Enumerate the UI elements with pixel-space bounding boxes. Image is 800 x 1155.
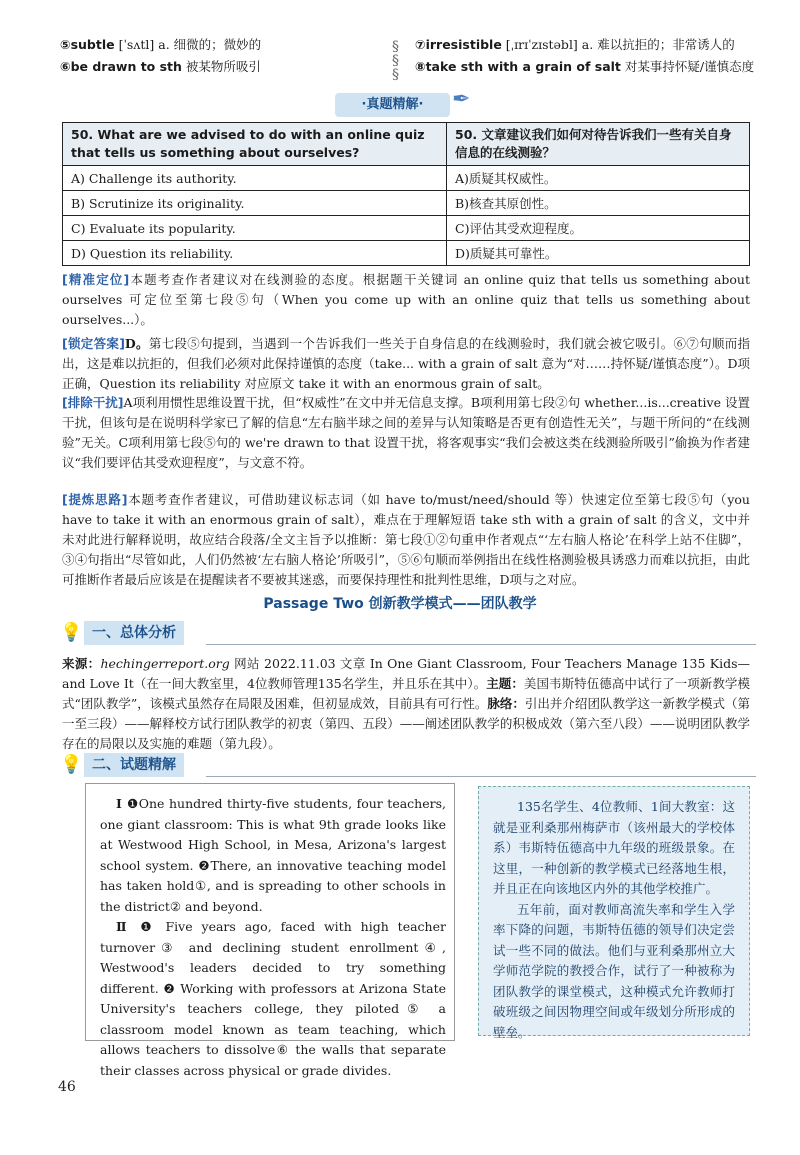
- vocab-term: ⑤subtle: [60, 37, 115, 52]
- section-title: 一、总体分析: [84, 621, 184, 645]
- vocab-entry: [415, 34, 755, 56]
- idea-text: 本题考查作者建议，可借助建议标志词（如 have to/must/need/should 等）快速定位至第七段⑤句（you have to take it with an enormous grain of salt），难点在于理解短语 take sth with a grain of salt 的含义，文中并未对此进行解释说明，故应结合段落/全文主旨予以推断：第七段①②句重申作者观点“‘左右脑人格论’在科学上站不住脚”，③④句指出“尽管如此，人们仍然被‘左右脑人格论’所吸引”，⑤⑥句顺而举例指出在线性格测验极具诱惑力而难以抗拒，由此可推断作者最后应该是在提醒读者不要被其迷惑，而要保持理性和批判性思维，D项与之对应。: [62, 492, 750, 587]
- analysis-idea: [62, 490, 750, 590]
- option-en: B) Scrutinize its originality.: [63, 191, 447, 216]
- vocab-term: ⑦irresistible: [415, 37, 502, 52]
- divider: [206, 776, 756, 777]
- paragraph-text: ❶ Five years ago, faced with high teacher turnover③ and declining student enrollment④, Westwood's leaders decided to try something different. ❷ Working with professors at Arizona State University's teachers college, they piloted⑤ a classroom model known as team teaching, which allows teachers to dissolve⑥ the walls that separate their classes across physical or grade divides.: [100, 919, 446, 1078]
- analysis-locate: [62, 270, 750, 330]
- context-text: 引出并介绍团队教学这一新教学模式（第一至三段）——解释校方试行团队教学的初衷（第四、五段）——阐述团队教学的积极成效（第六至八段）——说明团队教学存在的局限以及实施的难题（第九段）。: [62, 696, 750, 751]
- vocab-def: a. 细微的；微妙的: [158, 37, 262, 52]
- paragraph-number: Ⅰ: [116, 796, 123, 811]
- context-label: 脉络：: [487, 696, 525, 711]
- overview-text: [62, 654, 750, 754]
- vocab-entry: [60, 56, 400, 78]
- question-row: [63, 123, 750, 166]
- source-site: hechingerreport.org: [100, 656, 230, 671]
- pen-icon: ✒: [452, 87, 471, 112]
- vocab-entry: [60, 34, 400, 56]
- locate-text: 本题考查作者建议对在线测验的态度。根据题干关键词 an online quiz that tells us something about ourselves 可定位至第七段⑤句（When you come up with an online quiz that tells us something about ourselves...）。: [62, 272, 750, 327]
- page-number: 46: [58, 1079, 76, 1095]
- passage-title: Passage Two 创新教学模式——团队教学: [263, 596, 537, 612]
- vocab-def: 被某物所吸引: [185, 59, 261, 74]
- lightbulb-icon: 💡: [60, 754, 83, 775]
- paragraph-number: Ⅱ: [116, 919, 132, 934]
- reading-paragraph: [100, 794, 446, 917]
- source-text: 网站 2022.11.03 文章 In One Giant Classroom, Four Teachers Manage 135 Kids—and Love It（在一间大教室里，4位教师管理135名学生，并且乐在其中）。: [62, 656, 750, 691]
- vocab-term: ⑧take sth with a grain of salt: [415, 59, 621, 74]
- option-zh: B)核查其原创性。: [447, 191, 750, 216]
- translation-paragraph: 五年前，面对教师高流失率和学生入学率下降的问题，韦斯特伍德的领导们决定尝试一些不同的做法。他们与亚利桑那州立大学师范学院的教授合作，试行了一种被称为团队教学的课堂模式，这种模式允许教师打破班级之间因物理空间或年级划分所形成的壁垒。: [493, 901, 735, 1040]
- exclude-text: A项利用惯性思维设置干扰，但“权威性”在文中并无信息支撑。B项利用第七段②句 whether...is...creative 设置干扰，但该句是在说明科学家已了解的信息“左右脑半球之间的差异与认知策略是否更有创造性无关”，与题干所问的“在线测验”无关。C项利用第七段⑤句的 we're drawn to that 设置干扰，将客观事实“我们会被这类在线测验所吸引”偷换为作者建议“我们要评估其受欢迎程度”，与文意不符。: [62, 395, 750, 470]
- section-title: 二、试题精解: [84, 753, 184, 777]
- section-banner: [0, 87, 800, 121]
- section-header-questions: [56, 752, 756, 780]
- question-table: [62, 122, 750, 266]
- question-zh: 50. 文章建议我们如何对待告诉我们一些有关自身信息的在线测验？: [447, 123, 750, 166]
- option-zh: A)质疑其权威性。: [447, 166, 750, 191]
- option-row: [63, 166, 750, 191]
- locate-tag: [精准定位]: [62, 272, 130, 287]
- question-en: 50. What are we advised to do with an online quiz that tells us something about ourselves?: [63, 123, 447, 166]
- lightbulb-icon: 💡: [60, 622, 83, 643]
- option-row: [63, 191, 750, 216]
- vocab-entry: [415, 56, 755, 78]
- option-en: A) Challenge its authority.: [63, 166, 447, 191]
- vocab-column-right: [415, 34, 755, 78]
- translation-box: [478, 786, 750, 1040]
- idea-tag: [提炼思路]: [62, 492, 128, 507]
- reading-passage: [85, 783, 455, 1078]
- option-en: C) Evaluate its popularity.: [63, 216, 447, 241]
- banner-title: ·真题精解·: [335, 93, 450, 117]
- theme-text: 美国韦斯特伍德高中试行了一项新教学模式“团队教学”，该模式虽然存在局限及困难，但初显成效，目前具有可行性。: [62, 676, 750, 711]
- analysis-answer: [62, 334, 750, 394]
- vocab-term: ⑥be drawn to sth: [60, 59, 182, 74]
- vocab-pron: [ˈsʌtl]: [118, 37, 155, 52]
- spiral-binding-icon: § § §: [392, 39, 399, 83]
- reading-paragraph: [100, 917, 446, 1081]
- vocab-pron: [ˌɪrɪˈzɪstəbl]: [505, 37, 578, 52]
- answer-text: 第七段⑤句提到，当遇到一个告诉我们一些关于自身信息的在线测验时，我们就会被它吸引。⑥⑦句顺而指出，这是难以抗拒的，但我们必须对此保持谨慎的态度（take... with a grain of salt 意为“对……持怀疑/谨慎态度”）。D项正确，Question its reliability 对应原文 take it with an enormous grain of salt。: [62, 336, 750, 391]
- vocab-column-left: [60, 34, 400, 78]
- answer-tag: [锁定答案]: [62, 336, 125, 351]
- theme-label: 主题：: [486, 676, 524, 691]
- section-header-overview: [56, 620, 756, 648]
- option-row: [63, 216, 750, 241]
- option-zh: D)质疑其可靠性。: [447, 241, 750, 266]
- vocab-def: a. 难以抗拒的；非常诱人的: [581, 37, 735, 52]
- analysis-exclude: [62, 393, 750, 473]
- source-label: 来源：: [62, 656, 101, 671]
- vocab-def: 对某事持怀疑/谨慎态度: [624, 59, 755, 74]
- answer-letter: D。: [124, 336, 149, 351]
- divider: [206, 644, 756, 645]
- option-row: [63, 241, 750, 266]
- exclude-tag: [排除干扰]: [62, 395, 124, 410]
- option-en: D) Question its reliability.: [63, 241, 447, 266]
- translation-paragraph: 135名学生、4位教师、1间大教室：这就是亚利桑那州梅萨市（该州最大的学校体系）韦斯特伍德高中九年级的班级景象。在这里，一种创新的教学模式已经落地生根，并且正在向该地区内外的其他学校推广。: [493, 799, 735, 896]
- paragraph-text: ❶One hundred thirty-five students, four teachers, one giant classroom: This is what 9th grade looks like at Westwood High School, in Mesa, Arizona's largest school system. ❷There, an innovative teaching model has taken hold①, and is spreading to other schools in the district② and beyond.: [100, 796, 446, 914]
- vocabulary-notes: [60, 34, 760, 90]
- option-zh: C)评估其受欢迎程度。: [447, 216, 750, 241]
